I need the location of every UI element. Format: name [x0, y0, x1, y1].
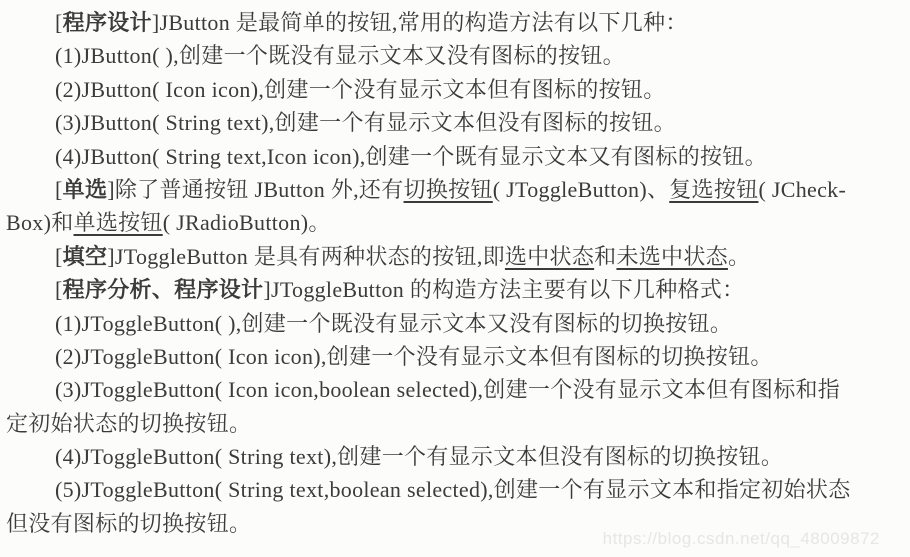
- text-line: [0, 440, 910, 473]
- text-line: [0, 39, 910, 72]
- text-segment: (2)JButton( Icon icon),创建一个没有显示文本但有图标的按钮。: [55, 76, 666, 102]
- text-line: [0, 6, 910, 39]
- text-segment: [: [55, 176, 63, 202]
- text-segment: (4)JButton( String text,Icon icon),创建一个既有显示文本又有图标的按钮。: [55, 143, 767, 169]
- text-segment: ]除了普通按钮 JButton 外,还有: [107, 176, 404, 202]
- text-line: [0, 106, 910, 139]
- text-segment: 定初始状态的切换按钮。: [6, 410, 252, 436]
- text-segment: 但没有图标的切换按钮。: [6, 510, 252, 536]
- document-text: [0, 6, 910, 540]
- text-line: [0, 373, 910, 406]
- underlined-term: 复选按钮: [669, 176, 759, 202]
- text-segment: (3)JToggleButton( Icon icon,boolean selected),创建一个没有显示文本但有图标和指: [55, 377, 841, 403]
- underlined-term: 切换按钮: [403, 176, 493, 202]
- text-segment: 。: [727, 243, 751, 269]
- text-line: [0, 340, 910, 373]
- text-segment: [: [55, 10, 63, 35]
- bold-label: 程序设计: [62, 10, 152, 35]
- text-line: [0, 473, 910, 506]
- underlined-term: 未选中状态: [616, 243, 728, 269]
- text-segment: ]JToggleButton 是具有两种状态的按钮,即: [107, 243, 505, 269]
- text-segment: ( JRadioButton)。: [162, 210, 331, 236]
- text-segment: (3)JButton( String text),创建一个有显示文本但没有图标的按钮。: [55, 110, 676, 136]
- text-segment: (1)JToggleButton( ),创建一个既没有显示文本又没有图标的切换按钮。: [55, 310, 733, 336]
- text-segment: (5)JToggleButton( String text,boolean selected),创建一个有显示文本和指定初始状态: [55, 477, 851, 503]
- text-line: [0, 273, 910, 306]
- text-segment: (4)JToggleButton( String text),创建一个有显示文本但没有图标的切换按钮。: [55, 444, 784, 470]
- text-segment: (1)JButton( ),创建一个既没有显示文本又没有图标的按钮。: [55, 43, 625, 69]
- text-segment: ( JCheck-: [758, 176, 847, 202]
- text-segment: ( JToggleButton)、: [492, 176, 670, 202]
- text-segment: 和: [594, 243, 617, 269]
- bold-label: 单选: [62, 176, 108, 202]
- text-segment: [: [55, 277, 63, 303]
- text-line: [0, 407, 910, 440]
- text-line: [0, 240, 910, 273]
- csdn-watermark: https://blog.csdn.net/qq_48009872: [602, 529, 880, 548]
- bold-label: 程序分析、程序设计: [62, 277, 264, 303]
- text-segment: ]JButton 是最简单的按钮,常用的构造方法有以下几种：: [151, 10, 688, 35]
- text-segment: [: [55, 243, 63, 269]
- text-segment: ]JToggleButton 的构造方法主要有以下几种格式：: [263, 277, 745, 303]
- text-line: [0, 73, 910, 106]
- text-segment: Box)和: [6, 210, 74, 236]
- underlined-term: 单选按钮: [73, 210, 163, 236]
- bold-label: 填空: [62, 243, 108, 269]
- text-line: [0, 173, 910, 206]
- text-line: [0, 140, 910, 173]
- text-line: [0, 307, 910, 340]
- text-line: [0, 206, 910, 239]
- underlined-term: 选中状态: [504, 243, 595, 269]
- text-segment: (2)JToggleButton( Icon icon),创建一个没有显示文本但有图标的切换按钮。: [55, 343, 773, 369]
